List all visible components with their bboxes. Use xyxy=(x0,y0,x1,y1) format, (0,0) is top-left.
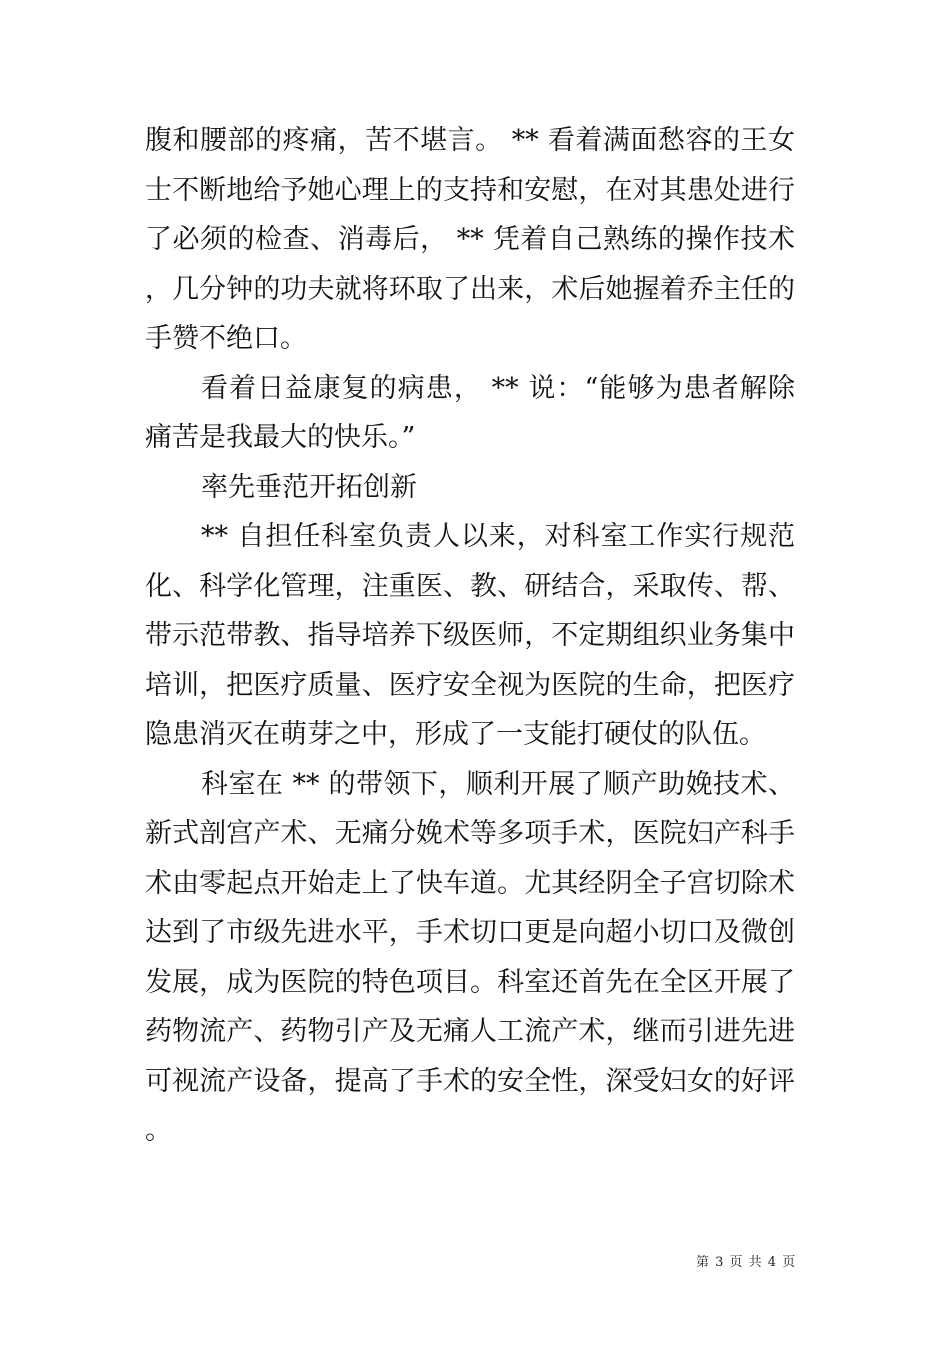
page-number-footer: 第 3 页 共 4 页 xyxy=(696,1255,797,1270)
document-body xyxy=(145,116,795,1156)
paragraph-3: ** 自担任科室负责人以来，对科室工作实行规范化、科学化管理，注重医、教、研结合，采取传、帮、带示范带教、指导培养下级医师，不定期组织业务集中培训，把医疗质量、医疗安全视为医院的生命，把医疗隐患消灭在萌芽之中，形成了一支能打硬仗的队伍。 xyxy=(145,521,795,750)
paragraph-4: 科室在 ** 的带领下，顺利开展了顺产助娩技术、新式剖宫产术、无痛分娩术等多项手术，医院妇产科手术由零起点开始走上了快车道。尤其经阴全子宫切除术达到了市级先进水平，手术切口更是向超小切口及微创发展，成为医院的特色项目。科室还首先在全区开展了药物流产、药物引产及无痛人工流产术，继而引进先进可视流产设备，提高了手术的安全性，深受妇女的好评。 xyxy=(145,768,795,1146)
paragraph-1: 腹和腰部的疼痛，苦不堪言。 ** 看着满面愁容的王女士不断地给予她心理上的支持和安慰，在对其患处进行了必须的检查、消毒后， ** 凭着自己熟练的操作技术，几分钟的功夫就将环取了出来，术后她握着乔主任的手赞不绝口。 xyxy=(145,125,795,354)
paragraph-2: 看着日益康复的病患， ** 说：“能够为患者解除痛苦是我最大的快乐。” xyxy=(145,372,795,453)
section-heading: 率先垂范开拓创新 xyxy=(201,471,417,503)
